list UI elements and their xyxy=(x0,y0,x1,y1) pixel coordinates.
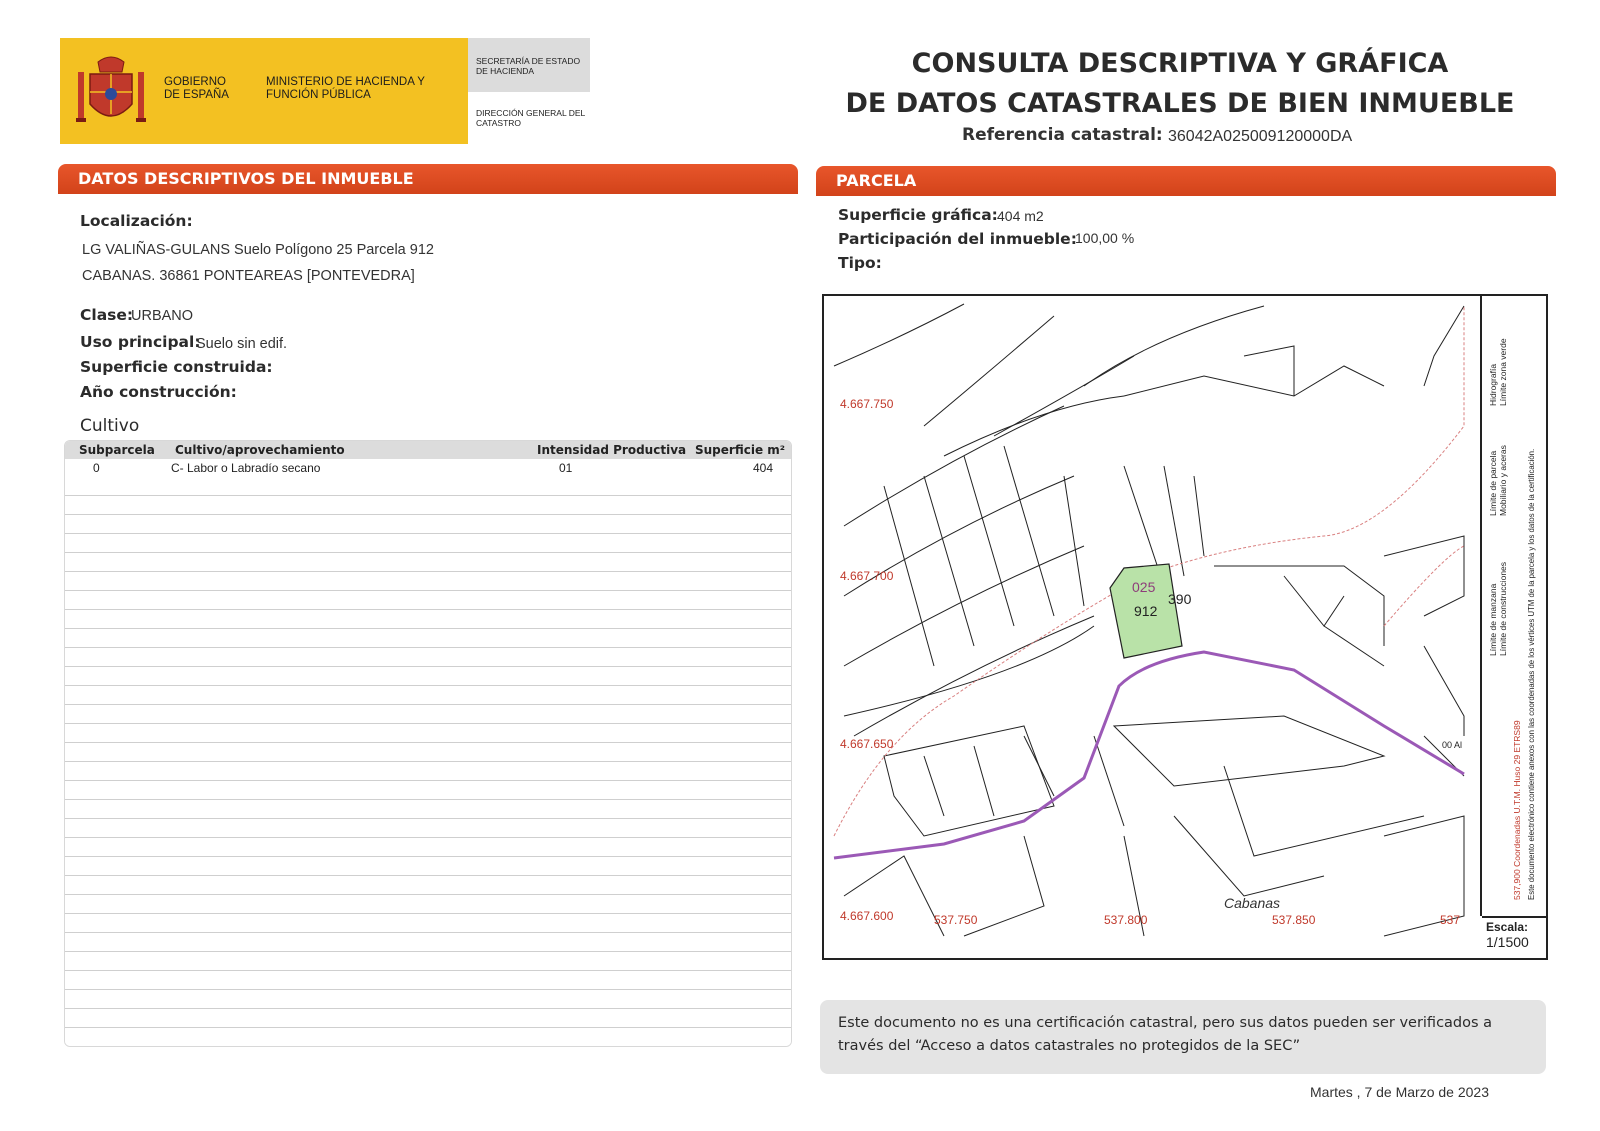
superficie-construida-label: Superficie construida: xyxy=(80,358,273,376)
legend-hidrografia: Hidrografía xyxy=(1488,363,1498,406)
legend-limite-parcela: Límite de parcela xyxy=(1488,450,1498,516)
legend-limite-construcciones: Límite de construcciones xyxy=(1498,561,1508,656)
x-label-750: 537.750 xyxy=(934,913,978,927)
document-date: Martes , 7 de Marzo de 2023 xyxy=(1310,1084,1489,1100)
document-title xyxy=(800,44,1560,124)
cultivo-table xyxy=(64,440,792,1047)
road-line xyxy=(834,652,1464,858)
y-label-650: 4.667.650 xyxy=(840,737,894,751)
legend-coordenadas: 537,900 Coordenadas U.T.M. Huso 29 ETRS89 xyxy=(1512,720,1522,900)
clase-value: URBANO xyxy=(131,308,194,324)
x-label-850: 537.850 xyxy=(1272,913,1316,927)
coat-of-arms-icon xyxy=(76,52,146,130)
superficie-grafica-value: 404 m2 xyxy=(997,208,1044,224)
parcela-section-header: PARCELA xyxy=(816,166,1556,196)
datos-section-header: DATOS DESCRIPTIVOS DEL INMUEBLE xyxy=(58,164,798,194)
x-label-800: 537.800 xyxy=(1104,913,1148,927)
neighbor-number: 390 xyxy=(1168,591,1192,607)
localizacion-label: Localización: xyxy=(80,212,193,230)
place-name: Cabanas xyxy=(1224,895,1281,911)
cell-intensidad: 01 xyxy=(559,461,573,475)
y-label-700: 4.667.700 xyxy=(840,569,894,583)
ref-catastral-value: 36042A025009120000DA xyxy=(1168,128,1353,145)
col-cultivo: Cultivo/aprovechamiento xyxy=(175,443,345,457)
ministerio-label: MINISTERIO DE HACIENDA Y FUNCIÓN PÚBLICA xyxy=(266,76,425,101)
parcela-number: 912 xyxy=(1134,603,1158,619)
cell-subparcela: 0 xyxy=(93,461,100,475)
col-superficie: Superficie m² xyxy=(695,443,786,457)
table-blank-lines xyxy=(65,477,791,1046)
map-legend xyxy=(1482,296,1546,916)
cadastral-map xyxy=(822,294,1548,960)
uso-label: Uso principal: xyxy=(80,333,201,351)
y-label-600: 4.667.600 xyxy=(840,909,894,923)
localizacion-line-2: CABANAS. 36861 PONTEAREAS [PONTEVEDRA] xyxy=(82,268,415,284)
anio-construccion-label: Año construcción: xyxy=(80,383,237,401)
government-header xyxy=(60,38,590,144)
localizacion-line-1: LG VALIÑAS-GULANS Suelo Polígono 25 Parcela 912 xyxy=(82,242,434,258)
title-line-2: DE DATOS CATASTRALES DE BIEN INMUEBLE xyxy=(845,88,1515,119)
legend-mobiliario: Mobiliario y aceras xyxy=(1498,445,1508,516)
col-subparcela: Subparcela xyxy=(79,443,155,457)
disclaimer-note: Este documento no es una certificación catastral, pero sus datos pueden ser verificados a través del “Acceso a datos catastrales no protegidos de la SEC” xyxy=(820,1000,1546,1074)
x-label-900: 537 xyxy=(1440,913,1461,927)
secretaria-label: SECRETARÍA DE ESTADO DE HACIENDA xyxy=(476,56,581,76)
cell-cultivo: C- Labor o Labradío secano xyxy=(171,461,321,475)
title-line-1: CONSULTA DESCRIPTIVA Y GRÁFICA xyxy=(911,48,1449,79)
cell-superficie: 404 xyxy=(753,461,774,475)
poligono-label: 025 xyxy=(1132,579,1156,595)
table-header xyxy=(65,441,791,459)
side-label: 00 Al xyxy=(1442,740,1463,750)
participacion-label: Participación del inmueble: xyxy=(838,230,1077,248)
superficie-grafica-label: Superficie gráfica: xyxy=(838,206,998,224)
gobierno-label: GOBIERNO DE ESPAÑA xyxy=(164,76,229,101)
cultivo-title: Cultivo xyxy=(80,416,140,436)
ref-catastral-label: Referencia catastral: xyxy=(962,125,1163,145)
legend-limite-manzana: Límite de manzana xyxy=(1488,583,1498,656)
direccion-label: DIRECCIÓN GENERAL DEL CATASTRO xyxy=(476,108,585,128)
legend-zona-verde: Límite zona verde xyxy=(1498,338,1508,406)
escala-box xyxy=(1482,916,1546,958)
map-drawing xyxy=(824,296,1546,958)
escala-value: 1/1500 xyxy=(1486,934,1529,950)
legend-nota: Este documento electrónico contiene anexos con las coordenadas de los vértices UTM de la parcela y los datos de la certificación. xyxy=(1527,448,1536,900)
uso-value: Suelo sin edif. xyxy=(196,336,288,352)
y-label-750: 4.667.750 xyxy=(840,397,894,411)
participacion-value: 100,00 % xyxy=(1075,230,1135,246)
clase-label: Clase: xyxy=(80,306,134,324)
col-intensidad: Intensidad Productiva xyxy=(537,443,687,457)
escala-label: Escala: xyxy=(1486,920,1529,934)
tipo-label: Tipo: xyxy=(838,254,882,272)
table-row xyxy=(65,459,791,477)
